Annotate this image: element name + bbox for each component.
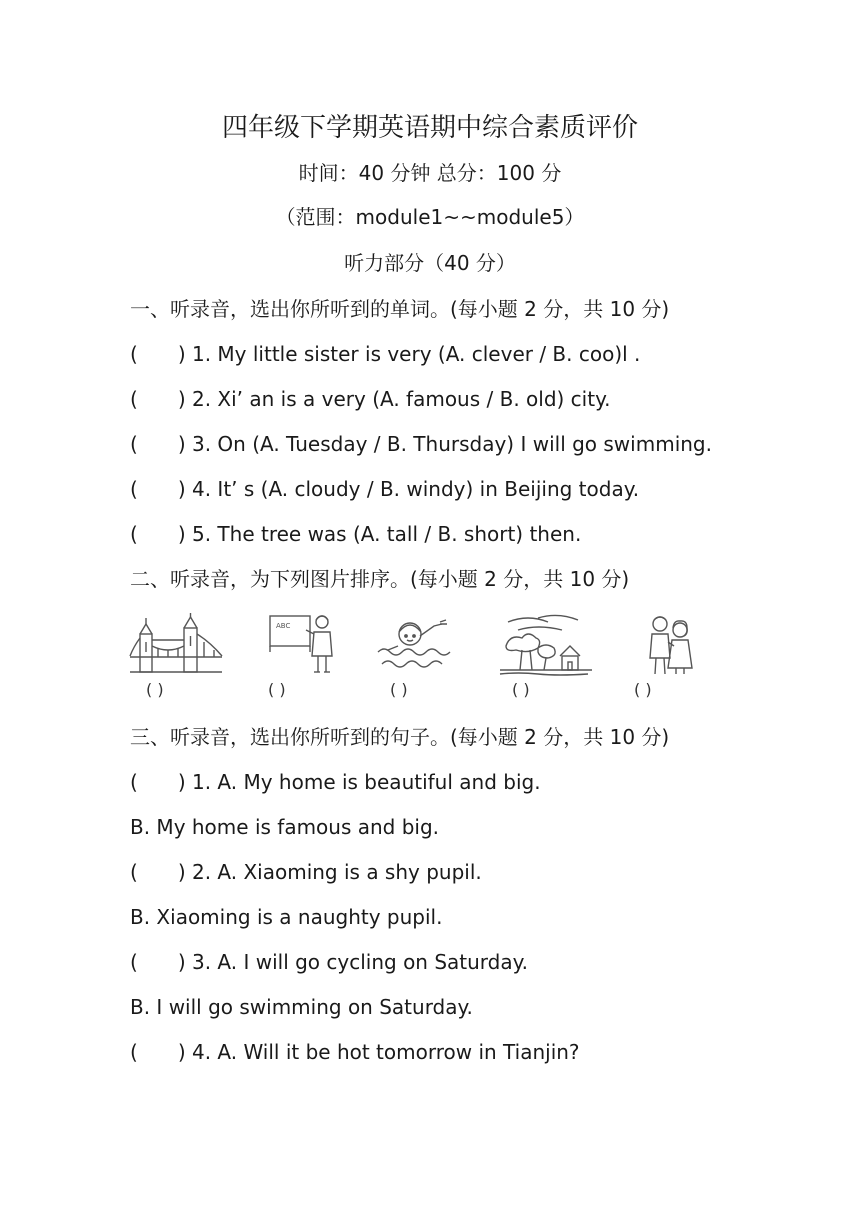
section3-question-2	[130, 859, 482, 885]
section3-question-1	[130, 769, 541, 795]
teacher-blackboard-icon	[256, 612, 352, 678]
scope-line: （范围：module1~~module5）	[275, 205, 585, 229]
windy-trees-house-icon	[498, 612, 594, 678]
answer-blank-open: (	[130, 1040, 138, 1064]
option-a-text: 2. A. Xiaoming is a shy pupil.	[191, 860, 482, 884]
answer-blank-close: )	[177, 522, 186, 546]
answer-blank-open: (	[130, 860, 138, 884]
question-text: 4. It’ s (A. cloudy / B. windy) in Beijing today.	[191, 477, 640, 501]
picture-answer-blank-1[interactable]: ( )	[146, 680, 164, 699]
section1-heading: 一、听录音，选出你所听到的单词。(每小题 2 分，共 10 分)	[130, 297, 670, 321]
picture-answer-blank-2[interactable]: ( )	[268, 680, 286, 699]
question-text: 3. On (A. Tuesday / B. Thursday) I will go swimming.	[191, 432, 712, 456]
answer-blank-open: (	[130, 432, 138, 456]
answer-blank-open: (	[130, 387, 138, 411]
section3-heading: 三、听录音，选出你所听到的句子。(每小题 2 分，共 10 分)	[130, 725, 670, 749]
picture-answer-blank-3[interactable]: ( )	[390, 680, 408, 699]
swimming-boy-icon	[374, 612, 470, 678]
answer-blank-close: )	[177, 432, 186, 456]
question-text: 5. The tree was (A. tall / B. short) then.	[191, 522, 582, 546]
page-title: 四年级下学期英语期中综合素质评价	[221, 113, 638, 143]
question-text: 2. Xi’ an is a very (A. famous / B. old) city.	[191, 387, 611, 411]
question-text: 1. My little sister is very (A. clever / B. coo)l .	[191, 342, 641, 366]
answer-blank-close: )	[177, 342, 186, 366]
section3-question-3	[130, 949, 528, 975]
section3-option-b-3: B. I will go swimming on Saturday.	[130, 995, 473, 1019]
picture-answer-blank-5[interactable]: ( )	[634, 680, 652, 699]
section2-heading: 二、听录音，为下列图片排序。(每小题 2 分，共 10 分)	[130, 567, 630, 591]
answer-blank-close: )	[177, 387, 186, 411]
section3-option-b-2: B. Xiaoming is a naughty pupil.	[130, 905, 443, 929]
time-score-line: 时间：40 分钟 总分：100 分	[298, 161, 562, 185]
blackboard-text: ABC	[276, 622, 291, 630]
option-a-text: 4. A. Will it be hot tomorrow in Tianjin?	[191, 1040, 580, 1064]
answer-blank-open: (	[130, 342, 138, 366]
answer-blank-close: )	[177, 950, 186, 974]
answer-blank-close: )	[177, 477, 186, 501]
answer-blank-close: )	[177, 860, 186, 884]
answer-blank-close: )	[177, 1040, 186, 1064]
answer-blank-open: (	[130, 522, 138, 546]
answer-blank-open: (	[130, 770, 138, 794]
section1-question-5	[130, 521, 581, 547]
answer-blank-open: (	[130, 950, 138, 974]
section1-question-2	[130, 386, 610, 412]
answer-blank-close: )	[177, 770, 186, 794]
old-couple-icon	[618, 612, 714, 678]
tower-bridge-icon	[128, 612, 224, 678]
option-a-text: 3. A. I will go cycling on Saturday.	[191, 950, 528, 974]
section1-question-1	[130, 341, 640, 367]
section3-question-4	[130, 1039, 580, 1065]
section3-option-b-1: B. My home is famous and big.	[130, 815, 440, 839]
section1-question-3	[130, 431, 712, 457]
option-a-text: 1. A. My home is beautiful and big.	[191, 770, 541, 794]
section1-question-4	[130, 476, 639, 502]
picture-answer-blank-4[interactable]: ( )	[512, 680, 530, 699]
picture-row	[128, 612, 708, 702]
answer-blank-open: (	[130, 477, 138, 501]
listening-part-heading: 听力部分（40 分）	[344, 251, 516, 275]
